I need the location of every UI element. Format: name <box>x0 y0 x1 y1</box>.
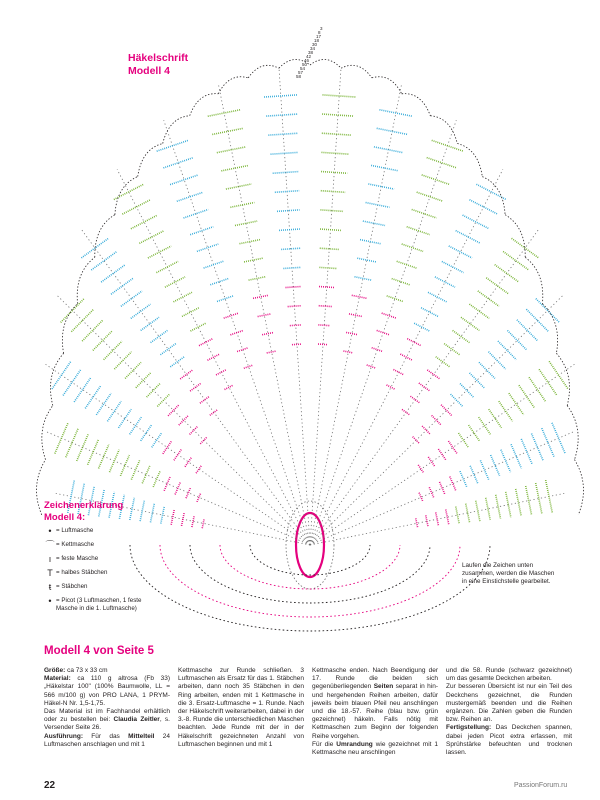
stitch-row <box>451 394 463 406</box>
border-scallop <box>218 77 248 94</box>
legend-title-line2: Modell 4: <box>44 511 86 523</box>
stitch-row <box>529 377 546 402</box>
stitch-row <box>136 373 151 388</box>
stitch-row <box>417 192 443 201</box>
stitch-row <box>519 385 535 408</box>
watermark-text: PassionForum.ru <box>514 782 568 789</box>
stitch-row <box>131 460 139 479</box>
stitch-row <box>488 352 505 369</box>
text-column-2 <box>178 667 304 757</box>
legend-label: = Luftmasche <box>56 527 94 534</box>
stitch-row <box>114 352 131 369</box>
stitch-row <box>109 450 119 472</box>
stitch-row <box>202 518 204 528</box>
stitch-row <box>151 330 168 342</box>
stitch-row <box>221 165 248 170</box>
label-material: Material: <box>44 675 71 683</box>
stitch-row <box>157 394 169 406</box>
stitch-row <box>208 354 220 360</box>
stitch-row <box>131 215 158 229</box>
stitch-row <box>288 306 302 307</box>
text-bezug: Das Material ist im Fachhandel erhältlich oder zu bestellen bei: <box>44 708 170 724</box>
stitch-row <box>414 323 429 331</box>
stitch-row <box>77 434 89 461</box>
stitch-row <box>428 457 435 467</box>
stitch-row <box>402 244 423 251</box>
paragraph-umrandung <box>312 741 438 757</box>
legend-item-kettmasche <box>44 541 164 549</box>
instructions-text <box>44 667 574 757</box>
picot-symbol: • <box>48 596 52 606</box>
text-groesse: ca 73 x 33 cm <box>65 667 108 674</box>
stitch-row <box>460 471 467 487</box>
legend-label: = Kettmasche <box>56 541 95 548</box>
page-number: 22 <box>44 780 56 791</box>
stitch-row <box>546 480 553 513</box>
stitch-row <box>190 383 201 391</box>
paragraph-col4-2: Zur besseren Übersicht ist nur ein Teil des Deckchens gezeichnet, die Runden mustergemäß beenden und die Reihen ergänzen. Die Zahlen geben die Runden bzw. Reihen an. <box>446 683 572 724</box>
stitch-row <box>459 433 469 447</box>
stitch-row <box>416 518 418 528</box>
stitch-row <box>130 417 142 434</box>
stitch-row <box>131 304 151 318</box>
stitch-row <box>179 415 189 425</box>
stitch-row <box>74 377 91 402</box>
stitch-row <box>182 513 185 526</box>
text-column-4 <box>446 667 572 757</box>
stitch-row <box>157 140 189 151</box>
stitch-row <box>419 383 430 391</box>
stitch-row <box>476 501 480 521</box>
text-col3-4: wie gezeichnet mit 1 Kettmasche neu anschlingen <box>312 740 438 757</box>
stitch-row <box>170 175 198 185</box>
stitch-row <box>372 348 383 352</box>
round-number-label: 17 <box>316 34 322 39</box>
bottom-round <box>160 545 460 617</box>
paragraph-material <box>44 675 170 708</box>
border-scallop <box>95 215 115 258</box>
border-scallop <box>50 353 63 405</box>
border-scallop <box>77 257 95 303</box>
chart-title-line1: Häkelschrift <box>128 52 189 64</box>
stitch-row <box>180 370 192 379</box>
round-number-label: 8 <box>318 30 321 35</box>
stitch-row <box>521 439 532 465</box>
stitch-row <box>427 158 457 168</box>
border-scallop <box>457 144 482 177</box>
stitch-row <box>466 504 470 523</box>
border-scallop <box>190 94 219 116</box>
stitch-row <box>61 299 84 323</box>
border-scallop <box>372 77 402 94</box>
stitch-row <box>397 261 417 268</box>
border-scallop <box>556 353 569 405</box>
stitch-row <box>125 362 141 378</box>
stitch-row <box>419 493 423 502</box>
stitch-row <box>379 110 412 117</box>
paragraph-seiten <box>312 667 438 741</box>
border-scallop <box>402 94 431 116</box>
label-seiten: Seiten <box>373 683 394 691</box>
label-umrandung: Umrandung <box>336 740 373 748</box>
stitch-row <box>367 365 376 368</box>
text-col3-2: separat in hin- und hergehenden Reihen arbeiten, dafür jeweils beim blauen Pfeil neu anschlingen und die 18.-57. Reihe (blau bzw. grün gezeichnet) häkeln. Falls nötig mit Kettmaschen zum Beginn der folgenden Reihe vorgehen. <box>312 683 438 740</box>
label-groesse: Größe: <box>44 667 66 674</box>
stitch-row <box>217 296 233 302</box>
paragraph-groesse <box>44 667 170 675</box>
stitch-row <box>230 203 254 208</box>
round-number-label: 54 <box>300 66 306 71</box>
stitch-row <box>323 95 356 97</box>
stitch-row <box>148 246 171 258</box>
stitch-row <box>363 221 385 225</box>
stitch-row <box>142 466 150 483</box>
round-number-label: 46 <box>304 58 310 63</box>
paragraph-col4-1: und die 58. Runde (schwarz gezeichnet) um das gesamte Deckchen arbeiten. <box>446 667 572 683</box>
stitch-row <box>469 304 489 318</box>
stitch-row <box>253 295 268 298</box>
stitch-row <box>512 238 539 258</box>
round-number-label: 42 <box>306 54 312 59</box>
stitch-row <box>377 330 390 334</box>
round-number-label: 34 <box>310 46 316 51</box>
stitch-row <box>461 317 479 330</box>
stitch-row <box>526 486 532 515</box>
stitch-row <box>501 450 511 472</box>
section-heading: Modell 4 von Seite 5 <box>44 645 154 657</box>
dot-symbol: • <box>48 526 52 536</box>
paragraph-ausfuehrung <box>44 733 170 749</box>
stitch-row <box>422 175 450 185</box>
stitch-row <box>111 278 134 294</box>
stitch-row <box>279 229 300 230</box>
stitch-row <box>449 246 472 258</box>
half-stitch-symbol: T <box>47 568 53 578</box>
stitch-row <box>319 306 333 307</box>
legend-label: = Stäbchen <box>56 583 88 590</box>
round-number-label: 58 <box>296 74 302 79</box>
text-fertigstellung: Das Deckchen spannen, dabei jeden Picot extra erfassen, mit Sprühstärke befeuchten und trocknen lassen. <box>446 724 572 757</box>
stitch-row <box>427 370 439 379</box>
stitch-row <box>190 227 213 235</box>
stitch-row <box>244 365 253 368</box>
legend-title-line1: Zeichenerklärung <box>44 500 124 511</box>
stitch-row <box>539 369 557 395</box>
stitch-row <box>371 165 398 170</box>
stitch-row <box>321 191 345 193</box>
legend-label: = halbes Stäbchen <box>56 569 108 576</box>
stitch-row <box>532 434 544 461</box>
stitch-row <box>101 265 125 282</box>
stitch-row <box>318 344 328 345</box>
stitch-row <box>164 477 170 491</box>
stitch-row <box>453 330 470 342</box>
stitch-row <box>387 296 403 302</box>
stitch-row <box>114 184 144 199</box>
stitch-row <box>418 465 424 473</box>
stitch-row <box>264 95 297 97</box>
label-ausfuehrung: Ausführung: <box>44 732 83 740</box>
stitch-row <box>177 192 203 201</box>
stitch-row <box>96 393 111 415</box>
round-number-label: 18 <box>314 38 320 43</box>
stitch-row <box>536 483 542 514</box>
legend-item-staebchen <box>44 583 164 591</box>
text-column-1 <box>44 667 170 757</box>
stitch-row <box>366 203 390 208</box>
stitch-row <box>444 344 459 355</box>
stitch-row <box>107 401 121 421</box>
stitch-row <box>436 513 439 526</box>
stitch-row <box>470 466 478 483</box>
stitch-row <box>432 140 464 151</box>
text-col3-3: Für die <box>312 740 337 748</box>
stitch-row <box>292 344 302 345</box>
stitch-row <box>321 152 349 154</box>
stitch-row <box>438 449 446 460</box>
stitch-row <box>224 313 239 318</box>
stitch-row <box>163 441 172 454</box>
stitch-row <box>204 261 224 268</box>
round-number-label: 38 <box>308 50 314 55</box>
stitch-row <box>175 482 180 494</box>
supplier-name: Claudia Zeitler <box>113 716 160 724</box>
border-scallop <box>310 60 341 69</box>
border-scallop <box>505 215 525 258</box>
stitch-row <box>407 227 430 235</box>
stitch-row <box>374 147 403 153</box>
stitch-row <box>85 385 101 408</box>
paragraph-fertigstellung <box>446 724 572 757</box>
stitch-row <box>230 330 243 334</box>
text-bezug-suffix: , s. Versender Seite 26. <box>44 716 170 732</box>
round-number-label: 50 <box>302 62 308 67</box>
stitch-row <box>185 457 192 467</box>
stitch-row <box>186 487 191 498</box>
legend-title <box>44 500 164 523</box>
border-scallop <box>115 177 138 215</box>
round-number-label: 30 <box>312 42 318 47</box>
round-number-label: 3 <box>320 26 323 31</box>
bottom-round <box>190 545 430 603</box>
stitch-row <box>346 332 358 334</box>
stitch-row <box>262 332 274 334</box>
border-scallop <box>482 177 505 215</box>
stitch-row <box>320 229 341 230</box>
stitch-row <box>225 385 234 390</box>
stitch-row <box>400 354 412 360</box>
stitch-row <box>470 200 498 214</box>
text-col3-1: Kettmasche enden. Nach Beendigung der 17. Runde die beiden sich gegenüberliegenden <box>312 667 438 691</box>
stitch-row <box>55 423 68 454</box>
round-number-label: 57 <box>298 70 304 75</box>
stitch-row <box>153 471 160 487</box>
stitch-row <box>479 417 491 434</box>
legend-item-halbes-staebchen <box>44 569 164 577</box>
stitch-row <box>156 261 178 272</box>
stitch-row <box>173 292 192 301</box>
legend-item-luftmasche <box>44 527 164 535</box>
stitch-row <box>463 215 490 229</box>
stitch-row <box>552 423 565 454</box>
stitch-row <box>428 292 447 301</box>
stitch-row <box>448 441 457 454</box>
feste-masche-symbol: ı <box>48 554 52 564</box>
stitch-row <box>170 357 184 367</box>
stitch-row <box>190 323 205 331</box>
border-scallop <box>163 116 190 144</box>
stitch-row <box>432 415 442 425</box>
legend <box>44 500 164 618</box>
stitch-row <box>235 221 257 225</box>
treble-symbol: ŧ <box>48 582 52 592</box>
stitch-row <box>352 295 367 298</box>
border-scallop <box>248 65 279 78</box>
chart-note: Laufen die Zeichen unten zusammen, werden die Maschen in eine Einstichstelle gearbeitet. <box>462 562 555 585</box>
border-scallop <box>62 304 77 354</box>
border-scallop <box>430 116 457 144</box>
stitch-row <box>440 482 445 494</box>
bottom-round <box>220 545 400 589</box>
border-scallop <box>525 257 543 303</box>
stitch-row <box>435 277 455 287</box>
stitch-row <box>81 238 108 258</box>
label-fertigstellung: Fertigstellung: <box>446 724 492 732</box>
paragraph-bezug <box>44 708 170 733</box>
legend-item-picot <box>44 597 164 612</box>
text-ausfuehrung: Für das <box>83 732 129 740</box>
chart-title <box>128 52 188 78</box>
stitch-row <box>319 267 336 268</box>
stitch-row <box>217 147 246 153</box>
stitch-row <box>536 299 559 323</box>
stitch-row <box>509 393 524 415</box>
bottom-round <box>130 545 490 631</box>
bottom-round <box>250 545 370 575</box>
stitch-row <box>442 261 464 272</box>
text-mittelteil: 24 Luftmaschen anschlagen und mit 1 <box>44 732 170 748</box>
stitch-row <box>283 267 300 268</box>
stitch-row <box>480 460 488 479</box>
chart-title-line2: Modell 4 <box>128 65 171 77</box>
paragraph-col2: Kettmasche zur Runde schließen. 3 Luftmaschen als Ersatz für das 1. Stäbchen arbeiten, dann noch 35 Stäbchen in den Ring arbeiten, enden mit 1 Kettmasche in die 3. Ersatz-Luftmasche = 1. Runde. Nach der Häkelschrift weiterarbeiten, dabei in der 3.-8. Runde die unterschiedlichen Maschen beachten. Jede Runde mit der in der Häkelschrift gezeichneten Anzahl von Luftmaschen beginnen und mit 1 <box>178 667 304 748</box>
legend-item-feste-masche <box>44 555 164 563</box>
stitch-row <box>208 110 241 117</box>
stitch-row <box>275 191 299 193</box>
stitch-row <box>268 133 298 135</box>
stitch-row <box>197 493 201 502</box>
legend-label: = feste Masche <box>56 555 99 562</box>
stitch-row <box>196 465 202 473</box>
stitch-row <box>470 373 485 388</box>
stitch-row <box>139 231 164 244</box>
border-scallop <box>575 460 584 515</box>
stitch-row <box>197 244 218 251</box>
arc-symbol: ⌒ <box>45 540 55 550</box>
stitch-row <box>486 278 509 294</box>
stitch-row <box>174 449 182 460</box>
stitch-row <box>52 361 71 389</box>
stitch-row <box>549 361 568 389</box>
stitch-row <box>91 251 117 270</box>
stitch-row <box>237 348 248 352</box>
border-scallop <box>341 65 372 78</box>
legend-label: = Picot (3 Luftmaschen, 1 feste Masche in die 1. Luftmasche) <box>56 597 142 612</box>
border-scallop <box>138 144 163 177</box>
label-mittelteil: Mittelteil <box>128 732 155 740</box>
stitch-row <box>436 357 450 367</box>
stitch-row <box>152 433 162 447</box>
stitch-row <box>349 314 362 317</box>
stitch-row <box>516 489 522 516</box>
text-material: ca 110 g altrosa (Fb 33) „Häkelstar 100" (100% Baumwolle, LL = 566 m/100 g) von PRO LANA, 1 PRYM-Häkel-N Nr. 1,5-1,75. <box>44 675 170 707</box>
stitch-row <box>258 314 271 317</box>
stitch-row <box>499 401 513 421</box>
text-column-3 <box>312 667 438 757</box>
stitch-row <box>387 385 396 390</box>
